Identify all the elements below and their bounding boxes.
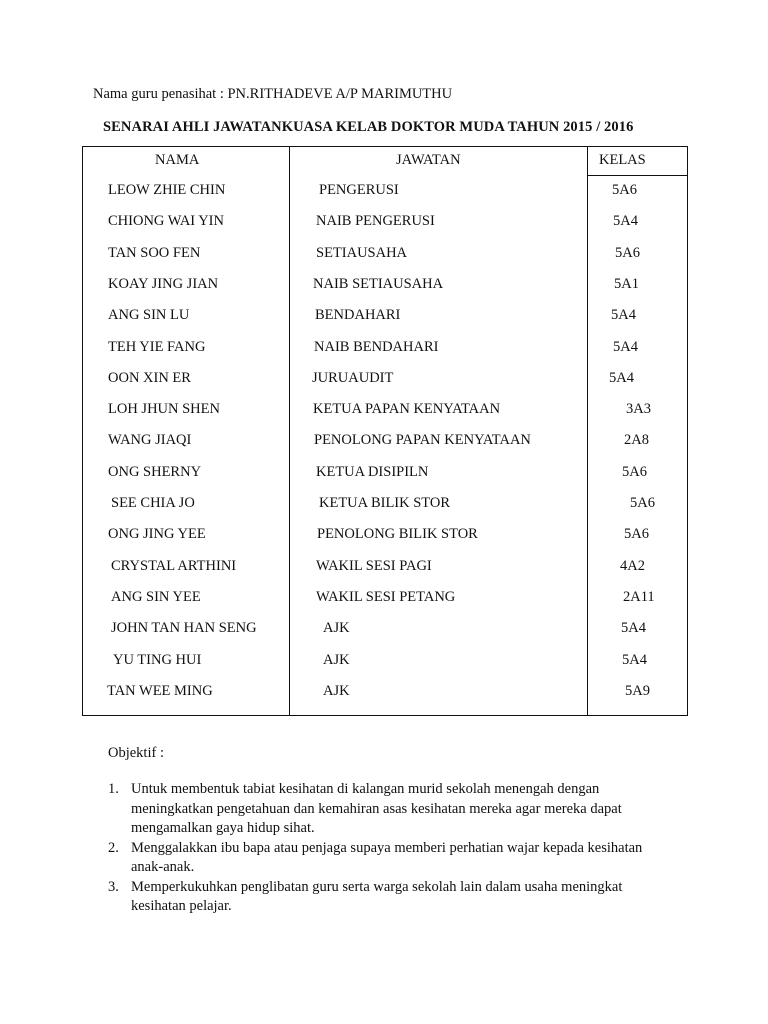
- column-header-position: JAWATAN: [396, 152, 461, 168]
- member-name: CRYSTAL ARTHINI: [111, 558, 237, 574]
- member-position: SETIAUSAHA: [316, 245, 408, 261]
- member-position: NAIB SETIAUSAHA: [313, 276, 444, 292]
- member-name: ONG SHERNY: [108, 464, 202, 480]
- objective-text: Untuk membentuk tabiat kesihatan di kalangan murid sekolah menengah dengan meningkatkan pengetahuan dan kemahiran asas kesihatan mereka agar mereka dapat mengamalkan gaya hidup sihat.: [131, 781, 622, 836]
- member-name: WANG JIAQI: [108, 432, 192, 448]
- member-class: 5A4: [621, 620, 646, 636]
- member-name: ANG SIN YEE: [111, 589, 201, 605]
- member-position: NAIB BENDAHARI: [314, 339, 439, 355]
- member-class: 5A4: [613, 213, 638, 229]
- member-position: JURUAUDIT: [312, 370, 394, 386]
- member-class: 5A4: [622, 652, 647, 668]
- member-class: 3A3: [626, 401, 651, 417]
- member-name: KOAY JING JIAN: [108, 276, 219, 292]
- member-name: ONG JING YEE: [108, 526, 206, 542]
- member-name: SEE CHIA JO: [111, 495, 195, 511]
- member-position: WAKIL SESI PETANG: [316, 589, 456, 605]
- member-name: JOHN TAN HAN SENG: [111, 620, 257, 636]
- member-class: 5A6: [624, 526, 649, 542]
- member-name: LEOW ZHIE CHIN: [108, 182, 226, 198]
- member-position: AJK: [323, 620, 350, 636]
- member-class: 5A4: [611, 307, 636, 323]
- member-class: 5A4: [609, 370, 634, 386]
- member-name: TAN WEE MING: [107, 683, 213, 699]
- member-position: KETUA BILIK STOR: [319, 495, 451, 511]
- member-class: 5A6: [612, 182, 637, 198]
- document-title: SENARAI AHLI JAWATANKUASA KELAB DOKTOR MUDA TAHUN 2015 / 2016: [103, 119, 634, 135]
- member-position: KETUA DISIPILN: [316, 464, 429, 480]
- member-position: WAKIL SESI PAGI: [316, 558, 432, 574]
- member-name: ANG SIN LU: [108, 307, 190, 323]
- member-class: 5A1: [614, 276, 639, 292]
- column-header-class: KELAS: [599, 152, 646, 168]
- member-class: 5A6: [615, 245, 640, 261]
- objective-number: 3.: [108, 878, 119, 895]
- member-class: 5A6: [622, 464, 647, 480]
- objective-item: [108, 780, 668, 839]
- member-position: PENOLONG PAPAN KENYATAAN: [314, 432, 531, 448]
- member-position: NAIB PENGERUSI: [316, 213, 435, 229]
- member-class: 5A6: [630, 495, 655, 511]
- member-position: BENDAHARI: [315, 307, 401, 323]
- member-name: OON XIN ER: [108, 370, 191, 386]
- table-column-divider: [587, 147, 588, 715]
- objective-number: 2.: [108, 839, 119, 856]
- table-header-divider: [587, 175, 687, 176]
- member-position: AJK: [323, 683, 350, 699]
- objective-number: 1.: [108, 781, 119, 797]
- member-class: 2A11: [623, 589, 655, 605]
- member-class: 5A4: [613, 339, 638, 355]
- member-class: 2A8: [624, 432, 649, 448]
- member-position: KETUA PAPAN KENYATAAN: [313, 401, 501, 417]
- column-header-name: NAMA: [155, 152, 200, 168]
- member-position: PENOLONG BILIK STOR: [317, 526, 478, 542]
- member-name: TAN SOO FEN: [108, 245, 201, 261]
- member-name: TEH YIE FANG: [108, 339, 206, 355]
- objective-item: [108, 878, 668, 917]
- objective-text: Menggalakkan ibu bapa atau penjaga supaya memberi perhatian wajar kepada kesihatan anak-anak.: [131, 839, 643, 875]
- member-name: YU TING HUI: [113, 652, 202, 668]
- committee-table: [82, 146, 688, 716]
- advisor-line: Nama guru penasihat : PN.RITHADEVE A/P MARIMUTHU: [93, 86, 453, 102]
- objective-item: [108, 839, 668, 878]
- objectives-list: [108, 780, 668, 917]
- objective-text: Memperkukuhkan penglibatan guru serta warga sekolah lain dalam usaha meningkat kesihatan pelajar.: [131, 878, 623, 914]
- objectives-heading: Objektif :: [108, 745, 164, 761]
- member-name: LOH JHUN SHEN: [108, 401, 220, 417]
- table-column-divider: [289, 147, 290, 715]
- member-position: AJK: [323, 652, 350, 668]
- member-position: PENGERUSI: [319, 182, 399, 198]
- member-name: CHIONG WAI YIN: [108, 213, 224, 229]
- member-class: 5A9: [625, 683, 650, 699]
- member-class: 4A2: [620, 558, 645, 574]
